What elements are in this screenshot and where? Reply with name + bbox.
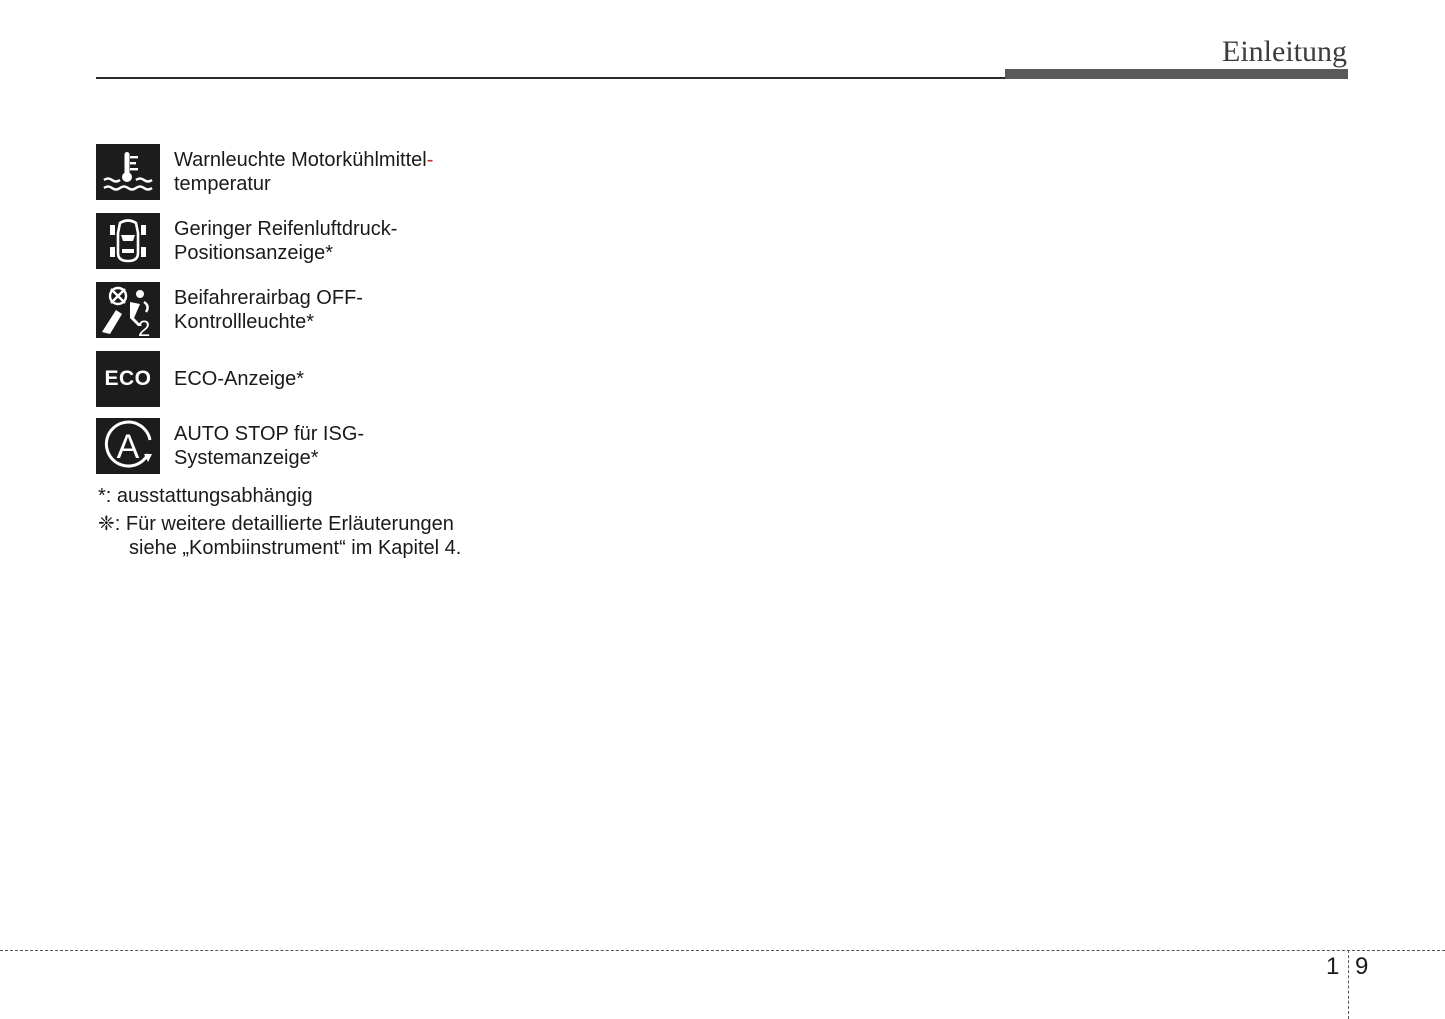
eco-icon-text: ECO: [104, 367, 152, 390]
footnote-reference: ❈: Für weitere detaillierte Erläuterungen siehe „Kombiinstrument“ im Kapitel 4.: [98, 513, 462, 559]
page-number-divider: [1348, 950, 1349, 1019]
airbag-seat-digit: 2: [138, 316, 151, 338]
eco-indicator-icon: [96, 351, 160, 407]
header-rule: [96, 77, 1005, 79]
indicator-label: Geringer Reifenluftdruck- Positionsanzeige*: [174, 218, 398, 264]
note-symbol-icon: ❈: [98, 513, 115, 535]
page-number: 9: [1355, 953, 1369, 980]
auto-stop-isg-icon: [96, 418, 160, 474]
tire-pressure-position-icon: [96, 213, 160, 269]
coolant-temperature-icon: [96, 144, 160, 200]
footnote-asterisk: *: ausstattungsabhängig: [98, 485, 313, 507]
passenger-airbag-off-icon: [96, 282, 160, 338]
indicator-row-airbag-off: [96, 282, 556, 338]
header-accent-bar: [1005, 69, 1348, 79]
auto-stop-letter: A: [116, 428, 140, 466]
chapter-number: 1: [1326, 953, 1340, 980]
indicator-label: Warnleuchte Motorkühlmittel- temperatur: [174, 149, 434, 195]
indicator-label: AUTO STOP für ISG- Systemanzeige*: [174, 423, 365, 469]
indicator-label: ECO-Anzeige*: [174, 368, 305, 390]
indicator-label: Beifahrerairbag OFF- Kontrollleuchte*: [174, 287, 363, 333]
indicator-row-tire-pressure: [96, 213, 556, 269]
indicator-row-coolant: [96, 144, 556, 200]
indicator-row-eco: [96, 351, 556, 407]
footnotes: [98, 484, 558, 564]
indicator-row-auto-stop: [96, 418, 556, 474]
chapter-title: Einleitung: [1222, 35, 1347, 68]
footer-dashed-rule: [0, 950, 1445, 951]
